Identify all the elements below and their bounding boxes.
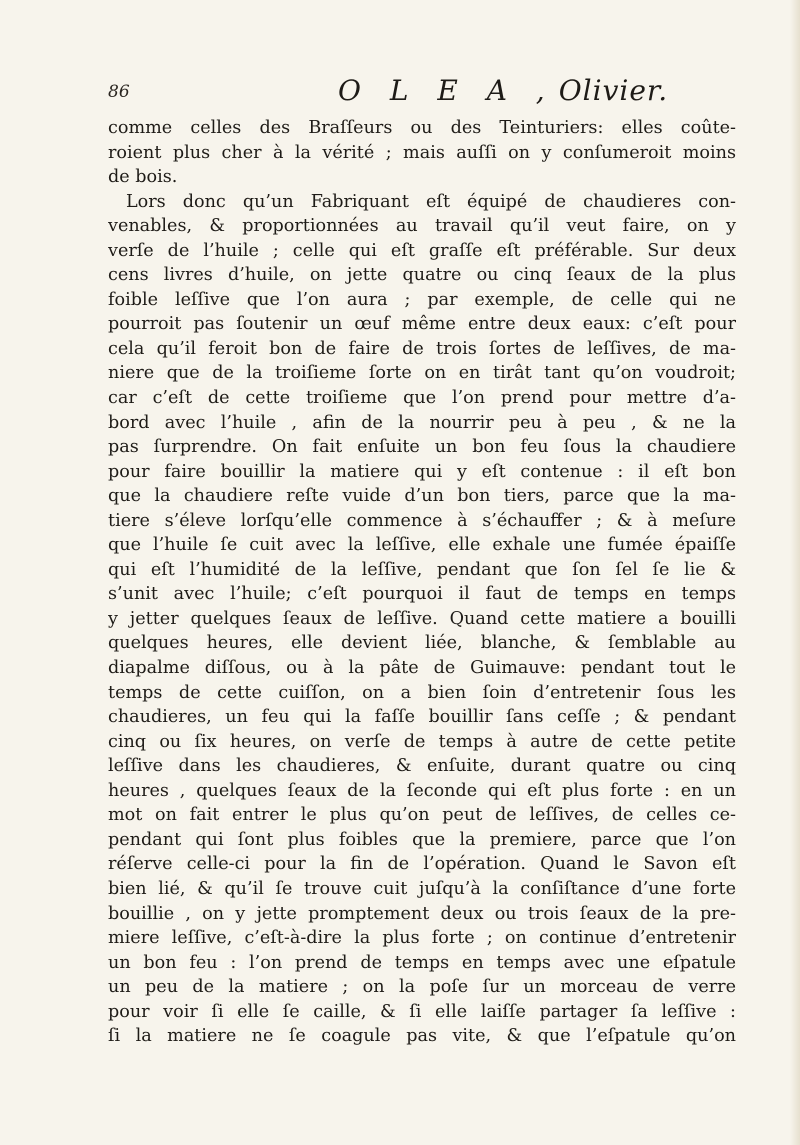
text-line: venables, & proportionnées au travail qu’il veut faire, on y [108,216,736,237]
text-line: tiere s’éleve lorſqu’elle commence à s’échauffer ; & à meſure [108,510,736,531]
text-line: y jetter quelques ſeaux de leſſive. Quand cette matiere a bouilli [108,608,736,629]
body-text [108,116,736,1049]
text-line: pendant qui ſont plus foibles que la premiere, parce que l’on [108,829,736,850]
text-line: Lors donc qu’un Fabriquant eſt équipé de chaudieres con- [126,191,736,212]
text-line: pas ſurprendre. On fait enſuite un bon feu ſous la chaudiere [108,437,736,458]
text-line: bouillie , on y jette promptement deux ou trois ſeaux de la pre- [108,903,736,924]
text-line: pour voir ſi elle ſe caille, & ſi elle laiſſe partager ſa leſſive : [108,1001,736,1022]
text-line: foible leſſive que l’on aura ; par exemple, de celle qui ne [108,289,736,310]
text-line: ſi la matiere ne ſe coagule pas vite, & que l’eſpatule qu’on [108,1026,736,1047]
text-line: car c’eſt de cette troiſieme que l’on prend pour mettre d’a- [108,388,736,409]
text-line: réſerve celle-ci pour la fin de l’opération. Quand le Savon eſt [108,854,736,875]
text-line: leſſive dans les chaudieres, & enſuite, durant quatre ou cinq [108,756,736,777]
text-line: verſe de l’huile ; celle qui eſt graſſe eſt préférable. Sur deux [108,240,736,261]
text-line: que l’huile ſe cuit avec la leſſive, elle exhale une fumée épaiſſe [108,535,736,556]
text-line: diapalme diſſous, ou à la pâte de Guimauve: pendant tout le [108,658,736,679]
page-edge-shadow [790,0,800,1145]
text-line: mot on fait entrer le plus qu’on peut de leſſives, de celles ce- [108,805,736,826]
running-title [338,74,668,107]
text-line: s’unit avec l’huile; c’eſt pourquoi il faut de temps en temps [108,584,736,605]
text-line: temps de cette cuiſſon, on a bien ſoin d’entretenir ſous les [108,682,736,703]
text-line: cela qu’il feroit bon de faire de trois ſortes de leſſives, de ma- [108,338,736,359]
page-number: 86 [108,82,130,102]
running-title-main: O L E A , [338,74,555,107]
text-line: cinq ou ſix heures, on verſe de temps à autre de cette petite [108,731,736,752]
text-line: comme celles des Braſſeurs ou des Teinturiers: elles coûte- [108,118,736,138]
text-line: qui eſt l’humidité de la leſſive, pendant que ſon ſel ſe lie & [108,559,736,580]
text-line: miere leſſive, c’eſt-à-dire la plus forte ; on continue d’entretenir [108,928,736,949]
text-line: cens livres d’huile, on jette quatre ou cinq ſeaux de la plus [108,265,736,286]
text-line: roient plus cher à la vérité ; mais auſſi on y conſumeroit moins [108,142,736,163]
text-line: pourroit pas ſoutenir un œuf même entre deux eaux: c’eſt pour [108,314,736,335]
text-line: chaudieres, un feu qui la faſſe bouillir ſans ceſſe ; & pendant [108,707,736,728]
text-line: de bois. [108,167,178,188]
text-line: pour faire bouillir la matiere qui y eſt contenue : il eſt bon [108,461,736,482]
text-line: bord avec l’huile , afin de la nourrir peu à peu , & ne la [108,412,736,433]
text-line: heures , quelques ſeaux de la ſeconde qui eſt plus forte : en un [108,780,736,801]
running-title-subtitle: Olivier. [558,74,669,107]
page-header [108,74,728,114]
text-line: bien lié, & qu’il ſe trouve cuit juſqu’à la conſiſtance d’une forte [108,878,736,899]
text-line: quelques heures, elle devient liée, blanche, & ſemblable au [108,633,736,654]
text-line: niere que de la troiſieme ſorte on en tirât tant qu’on voudroit; [108,363,736,384]
text-line: un bon feu : l’on prend de temps en temps avec une eſpatule [108,952,736,973]
text-line: que la chaudiere reſte vuide d’un bon tiers, parce que la ma- [108,486,736,507]
text-line: un peu de la matiere ; on la poſe ſur un morceau de verre [108,977,736,998]
